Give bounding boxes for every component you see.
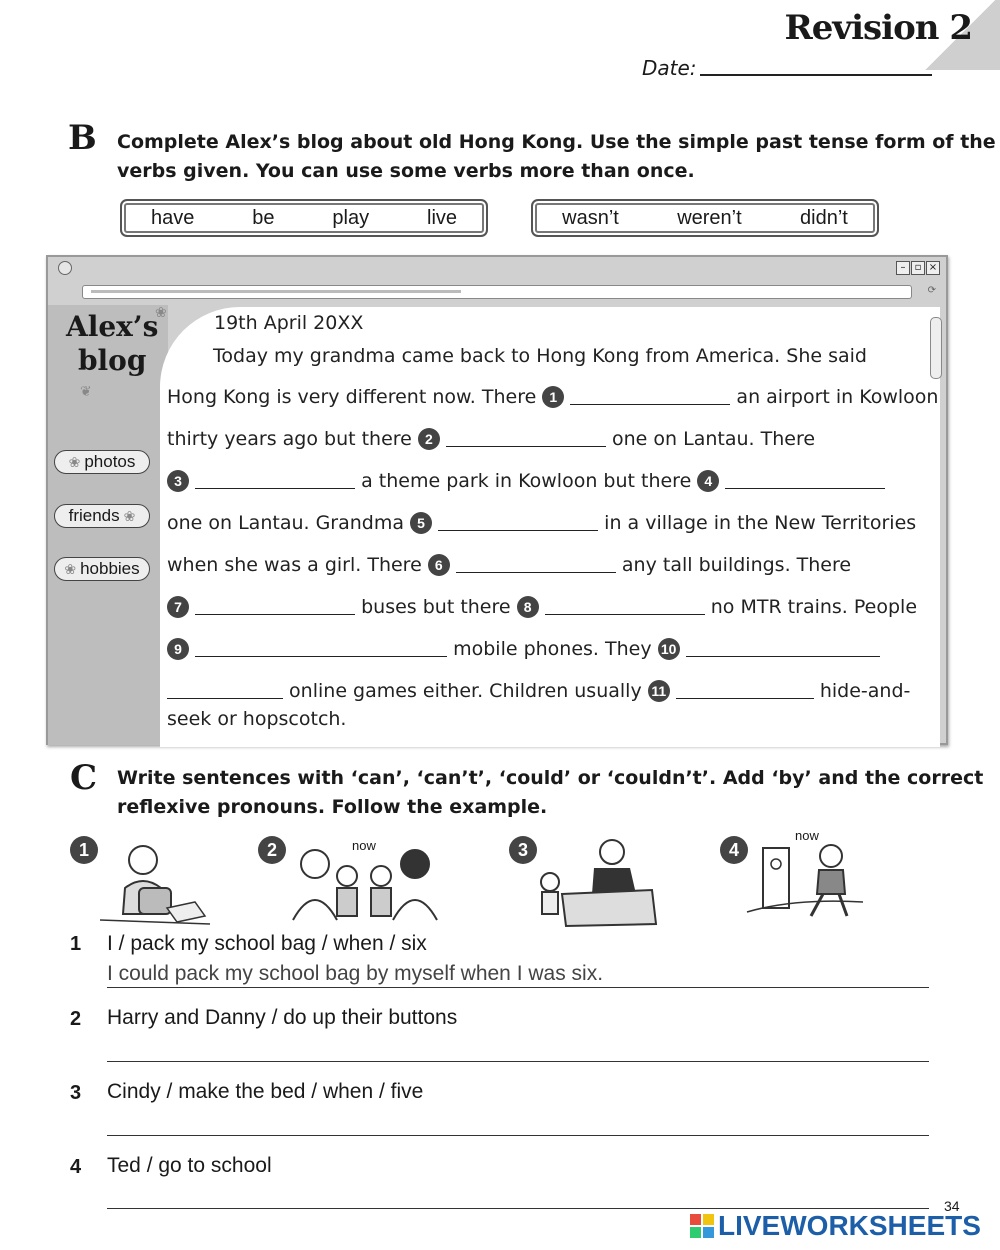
blog-text: buses but there <box>361 596 511 618</box>
restore-icon[interactable]: ▫ <box>911 261 925 275</box>
blog-text: one on Lantau. Grandma <box>167 512 405 534</box>
minimize-icon[interactable]: – <box>896 261 910 275</box>
blog-text: hide-and- <box>819 680 911 702</box>
date-label: Date: <box>642 56 697 80</box>
making-bed-illustration <box>532 834 662 930</box>
leaf-decoration-icon: ❀ <box>155 305 167 321</box>
item-prompt: Harry and Danny / do up their buttons <box>107 1006 458 1029</box>
gap-number: 9 <box>167 638 189 660</box>
gap-number: 1 <box>542 386 564 408</box>
blog-line-8 <box>167 638 880 660</box>
example-answer: I could pack my school bag by myself when I was six. <box>107 962 604 985</box>
blog-text: Hong Kong is very different now. There <box>167 386 537 408</box>
section-c-instructions <box>117 764 983 822</box>
answer-blank[interactable] <box>725 474 885 489</box>
item-number: 3 <box>70 1082 82 1104</box>
answer-blank[interactable] <box>195 600 355 615</box>
blog-title-line: Alex’s <box>66 310 159 343</box>
leaf-icon: ❀ <box>68 453 81 470</box>
go-icon[interactable]: ⟳ <box>927 285 936 296</box>
answer-blank[interactable] <box>195 474 355 489</box>
page-title: Revision 2 <box>784 8 972 48</box>
nav-label: friends <box>68 506 120 525</box>
item-number: 1 <box>70 933 82 955</box>
instruction-line: Write sentences with ‘can’, ‘can’t’, ‘could’ or ‘couldn’t’. Add ‘by’ and the correct <box>117 767 984 789</box>
item-number: 4 <box>70 1156 82 1178</box>
blog-title-line: blog <box>77 344 147 377</box>
swirl-decoration-icon: ❦ <box>80 384 92 400</box>
answer-blank[interactable] <box>686 642 880 657</box>
blog-text: an airport in Kowloon <box>736 386 939 408</box>
blog-nav-photos[interactable] <box>54 450 150 474</box>
leaf-icon: ❀ <box>123 507 136 524</box>
picture-number: 4 <box>720 836 748 864</box>
blog-text: mobile phones. They <box>453 638 652 660</box>
nav-label: hobbies <box>80 559 140 578</box>
word-have: have <box>150 206 195 229</box>
date-input-line[interactable] <box>700 74 932 76</box>
instruction-line: verbs given. You can use some verbs more than once. <box>117 160 695 182</box>
word-play: play <box>332 206 370 229</box>
item-prompt: I / pack my school bag / when / six <box>107 932 427 955</box>
blog-scrollbar[interactable] <box>930 317 942 379</box>
blog-line-3 <box>167 428 815 450</box>
liveworksheets-logo <box>690 1210 981 1242</box>
answer-line[interactable] <box>107 987 929 988</box>
answer-blank[interactable] <box>545 600 705 615</box>
gap-number: 8 <box>517 596 539 618</box>
nav-label: photos <box>84 452 136 471</box>
blog-line-10: seek or hopscotch. <box>167 708 347 730</box>
blog-text: when she was a girl. There <box>167 554 422 576</box>
word-wasnt: wasn’t <box>562 206 619 229</box>
twins-buttons-illustration <box>285 846 445 922</box>
answer-blank[interactable] <box>446 432 606 447</box>
blog-nav-hobbies[interactable] <box>54 557 150 581</box>
answer-blank[interactable] <box>456 558 616 573</box>
blog-line-2 <box>167 386 938 408</box>
gap-number: 10 <box>658 638 680 660</box>
gap-number: 3 <box>167 470 189 492</box>
word-be: be <box>252 206 275 229</box>
boy-going-to-school-illustration <box>745 842 865 922</box>
gap-number: 4 <box>697 470 719 492</box>
word-box-verbs <box>120 199 488 237</box>
gap-number: 7 <box>167 596 189 618</box>
answer-blank[interactable] <box>676 684 814 699</box>
address-bar[interactable] <box>82 285 912 299</box>
logo-text: LIVEWORKSHEETS <box>718 1210 981 1241</box>
blog-text: any tall buildings. There <box>621 554 852 576</box>
gap-number: 6 <box>428 554 450 576</box>
item-prompt: Ted / go to school <box>107 1154 272 1177</box>
blog-text: a theme park in Kowloon but there <box>361 470 692 492</box>
now-label: now <box>352 838 376 853</box>
gap-number: 11 <box>648 680 670 702</box>
blog-line-9 <box>167 680 910 702</box>
blog-nav-friends[interactable] <box>54 504 150 528</box>
picture-number: 3 <box>509 836 537 864</box>
child-packing-bag-illustration <box>95 838 215 928</box>
now-label: now <box>795 828 819 843</box>
leaf-icon: ❀ <box>64 560 77 577</box>
blog-text: no MTR trains. People <box>710 596 918 618</box>
word-box-negatives <box>531 199 879 237</box>
blog-title <box>66 310 158 378</box>
answer-line[interactable] <box>107 1208 929 1209</box>
page-number: 34 <box>944 1198 960 1214</box>
answer-blank[interactable] <box>570 390 730 405</box>
word-live: live <box>427 206 458 229</box>
close-icon[interactable]: × <box>926 261 940 275</box>
answer-blank[interactable] <box>195 642 447 657</box>
answer-blank[interactable] <box>167 684 283 699</box>
blog-text: thirty years ago but there <box>167 428 412 450</box>
blog-line-6 <box>167 554 851 576</box>
section-b-letter: B <box>68 118 97 158</box>
blog-browser-window <box>46 255 948 745</box>
section-c-letter: C <box>70 758 98 798</box>
blog-text: online games either. Children usually <box>289 680 642 702</box>
instruction-line: reflexive pronouns. Follow the example. <box>117 796 548 818</box>
blog-date: 19th April 20XX <box>214 312 364 334</box>
answer-line[interactable] <box>107 1135 929 1136</box>
section-b-instructions <box>117 128 996 186</box>
answer-line[interactable] <box>107 1061 929 1062</box>
answer-blank[interactable] <box>438 516 598 531</box>
gap-number: 5 <box>410 512 432 534</box>
word-didnt: didn’t <box>800 206 848 229</box>
blog-line-7 <box>167 596 917 618</box>
item-number: 2 <box>70 1008 82 1030</box>
blog-line-4 <box>167 470 885 492</box>
item-prompt: Cindy / make the bed / when / five <box>107 1080 424 1103</box>
blog-line-1: Today my grandma came back to Hong Kong from America. She said <box>213 345 867 367</box>
blog-text: one on Lantau. There <box>612 428 816 450</box>
word-werent: weren’t <box>677 206 742 229</box>
blog-line-5 <box>167 512 916 534</box>
blog-text: in a village in the New Territories <box>604 512 917 534</box>
picture-number: 2 <box>258 836 286 864</box>
gap-number: 2 <box>418 428 440 450</box>
liveworksheets-logo-icon <box>690 1214 714 1238</box>
instruction-line: Complete Alex’s blog about old Hong Kong. Use the simple past tense form of the <box>117 131 996 153</box>
browser-logo-icon <box>58 261 72 275</box>
picture-number: 1 <box>70 836 98 864</box>
